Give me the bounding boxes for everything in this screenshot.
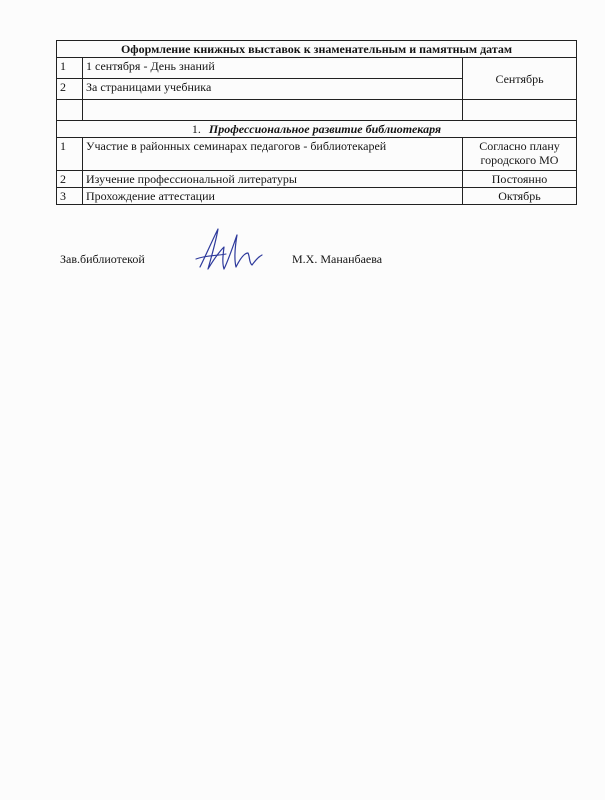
- period-cell: Постоянно: [463, 171, 577, 188]
- section-number: 1.: [191, 122, 201, 136]
- period-cell: Согласно плану городского МО: [463, 138, 577, 171]
- professional-title-row: [57, 121, 577, 138]
- exhibits-title-row: [57, 41, 577, 58]
- section-title: Профессиональное развитие библиотекаря: [208, 122, 442, 136]
- table-row: [57, 58, 577, 79]
- plan-table: [56, 40, 577, 205]
- empty-cell: [57, 100, 83, 121]
- row-number: 2: [57, 171, 83, 188]
- empty-cell: [463, 100, 577, 121]
- event-cell: Изучение профессиональной литературы: [83, 171, 463, 188]
- row-number: 2: [57, 79, 83, 100]
- signatory-position: Зав.библиотекой: [60, 252, 145, 266]
- signature-line: [60, 252, 480, 272]
- table-row: [57, 188, 577, 205]
- table-row: [57, 138, 577, 171]
- event-cell: Участие в районных семинарах педагогов - библиотекарей: [83, 138, 463, 171]
- event-cell: 1 сентября - День знаний: [83, 58, 463, 79]
- row-number: 1: [57, 138, 83, 171]
- event-cell: Прохождение аттестации: [83, 188, 463, 205]
- signatory-name: М.Х. Мананбаева: [292, 252, 383, 266]
- row-number: 1: [57, 58, 83, 79]
- empty-cell: [83, 100, 463, 121]
- event-cell: За страницами учебника: [83, 79, 463, 100]
- empty-row: [57, 100, 577, 121]
- period-cell: Октябрь: [463, 188, 577, 205]
- row-number: 3: [57, 188, 83, 205]
- period-cell: Сентябрь: [463, 58, 577, 100]
- exhibits-title: Оформление книжных выставок к знаменательным и памятным датам: [57, 41, 577, 58]
- professional-title-cell: [57, 121, 577, 138]
- table-row: [57, 171, 577, 188]
